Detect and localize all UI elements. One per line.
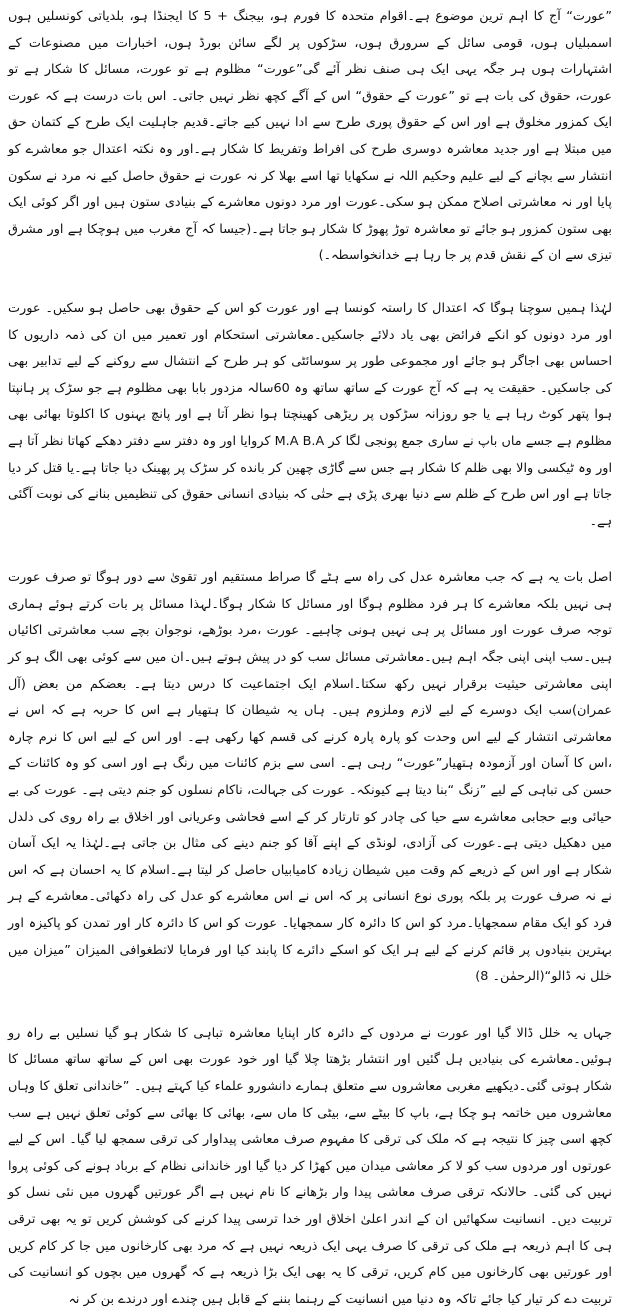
article-page: [0, 4, 620, 1307]
paragraph-2: لہٰذا ہمیں سوچنا ہوگا کہ اعتدال کا راستہ کونسا ہے اور عورت کو اس کے حقوق بھی حاصل ہو سکیں۔ عورت اور مرد دونوں کو انکے فرائض بھی یاد دلائے جاسکیں۔معاشرتی استحکام اور تعمیر میں ان کی ذمہ داریوں کا احساس بھی اجاگر ہو جائے اور مجموعی طور پر سوسائٹی کو ہر طرح کے انتشال سے روکنے کے لیے تدابیر بھی کی جاسکیں۔ حقیقت یہ ہے کہ آج عورت کے ساتھ ساتھ وہ 60سالہ مزدور بابا بھی مظلوم ہے جو سڑک پر ہانپتا ہوا پتھر کوٹ رہا ہے یا جو روزانہ سڑکوں پر ریڑھی کھینچتا ہوا نظر آتا ہے اور پانچ بہنوں کا اکلوتا بھائی بھی مظلوم ہے جسے ماں باپ نے ساری جمع پونجی لگا کر M.A B.A کروایا اور وہ دفتر سے دفتر دھکے کھاتا نظر آتا ہے اور وہ ٹیکسی والا بھی ظلم کا شکار ہے جس سے گاڑی چھین کر بانده کر سڑک پر پھینک دیا جاتا ہے۔یا قتل کر دیا جاتا ہے اور اس طرح کے ظلم سے دنیا بھری پڑی ہے حتٰی کہ بنیادی انسانی حقوق کی تنظیمیں بنانے کی نوبت آگئی ہے۔: [8, 300, 612, 529]
paragraph-1: ”عورت“ آج کا اہم ترین موضوع ہے۔اقوام متحدہ کا فورم ہو، بیجنگ + 5 کا ایجنڈا ہو، بلدیاتی کونسلیں ہوں اسمبلیاں ہوں، قومی سائل کے سرورق ہوں، سڑکوں پر لگے سائن بورڈ ہوں، اخبارات میں مصنوعات کے اشتہارات ہوں ہر جگہ یہی ایک ہی صنف نظر آئے گی”عورت“ مظلوم ہے تو عورت، مسائل کا شکار ہے تو عورت، حقوق کی بات ہے تو ”عورت کے حقوق“ اس کے آگے کچھ نظر نہیں جاتی۔ اس بات درست ہے کہ عورت ایک کمزور مخلوق ہے اور اس کے حقوق پوری طرح سے ادا نہیں کیے جاتے۔قدیم جاہلیت ایک طرح کے کتمان حق میں مبتلا ہے اور جدید معاشرہ دوسری طرح کی افراط وتفریط کا شکار ہے۔اور وہ نکتہ اعتدال جو معاشرے کو انتشار سے بچانے کے لیے علیم وحکیم اللہ نے سکھایا تھا اسے بھلا کر نہ عورت نے حقوق حاصل کیے نہ مرد نے سکون پایا اور نہ معاشرتی اصلاح ممکن ہو سکی۔عورت اور مرد دونوں معاشرے کے بنیادی ستون ہیں اور اگر کوئی ایک بھی ستون کمزور ہو جائے تو معاشرہ توڑ پھوڑ کا شکار ہو جاتا ہے۔(جیسا کہ آج مغرب میں ہوچکا ہے اور مشرق تیزی سے ان کے نقش قدم پر جا رہا ہے خدانخواسطہ۔): [8, 9, 612, 264]
paragraph-3: اصل بات یہ ہے کہ جب معاشرہ عدل کی راہ سے ہٹے گا صراط مستقیم اور تقویٰ سے دور ہوگا تو صرف عورت ہی نہیں بلکہ معاشرے کا ہر فرد مظلوم ہوگا اور مسائل کا شکار ہوگا۔لہذا مسائل پر بات کرتے ہوئے ہماری توجہ صرف عورت اور مسائل پر ہی نہیں ہونی چاہیے۔ عورت ،مرد بوڑھے، نوجوان بچے سب معاشرتی اکائیاں ہیں۔سب اپنی اپنی جگہ اہم ہیں۔معاشرتی مسائل سب کو در پیش ہوتے ہیں۔ان میں سے کوئی بھی الگ ہو کر اپنی معاشرتی حیثیت برقرار نہیں رکھ سکتا۔اسلام ایک اجتماعیت کا درس دیتا ہے۔ بعضکم من بعض (آل عمران)سب ایک دوسرے کے لیے لازم وملزوم ہیں۔ ہاں یہ شیطان کا ہتھیار ہے اس کا حربہ ہے کہ اس نے معاشرتی انتشار کے لیے اس وحدت کو پارہ پارہ کرنے کی قسم کھا رکھی ہے۔ اور اس کے لیے اس کا نرم چارہ ،اس کا آسان اور آزمودہ ہتھیار”عورت“ رہی ہے۔ اسی سے بزم کائنات میں رنگ ہے اور اسی کو وہ کائنات کے حسن کی تباہی کے لیے ”زنگ “بنا دیتا ہے کیونکہ۔ عورت کی جہالت، ناکام نسلوں کو جنم دیتی ہے۔ عورت کی بے حیائی وبے حجابی معاشرے سے حیا کی چادر کو تارتار کر کے اسے فحاشی وعریانی اور اخلاق بے راہ روی کی دلدل میں دھکیل دیتی ہے۔عورت کی آزادی، لونڈی کے اپنے آقا کو جنم دینے کی مثال بن جاتی ہے۔لہٰذا یہ ایک آسان شکار ہے اور اس کے ذریعے کم وقت میں شیطان زیادہ کامیابیاں حاصل کر لیتا ہے۔اسلام کا یہ احسان ہے کہ اس نے نہ صرف عورت پر بلکہ پوری نوع انسانی پر کہ اس نے اس معاشرے کو عدل کی راہ دکھائی۔معاشرے کے ہر فرد کو ایک مقام سمجھایا۔مرد کو اس کا دائرہ کار سمجھایا۔ عورت کو اس کا دائرہ کار اور تمدن کو پاکیزہ اور بہترین بنیادوں پر قائم کرنے کے لیے ہر ایک کو اسکے دائرے کا پابند کیا اور فرمایا لاتطغوافی المیزان ”میزان میں خلل نہ ڈالو“(الرحمٰن۔ 8): [8, 570, 612, 985]
paragraph-4: جہاں یہ خلل ڈالا گیا اور عورت نے مردوں کے دائرہ کار اپنایا معاشرہ تباہی کا شکار ہو گیا نسلیں بے راہ رو ہوئیں۔معاشرے کی بنیادیں ہل گئیں اور انتشار بڑھتا چلا گیا اور خود عورت بھی اس کے ساتھ ساتھ مسائل کا شکار ہوتی گئی۔دیکھیے مغربی معاشروں سے متعلق ہمارے دانشورو علماء کیا کہتے ہیں۔ ”خاندانی تعلق کا وہاں معاشروں میں خاتمہ ہو چکا ہے، باپ کا بیٹے سے، بیٹی کا ماں سے، بھائی کا بھائی سے کوئی تعلق نہیں ہے سب کچھ اسی چیز کا نتیجہ ہے کہ ملک کی ترقی کا مفہوم صرف معاشی پیداوار کی ترقی سمجھ لیا گیا۔ اس کے لیے عورتوں اور مردوں سب کو لا کر معاشی میدان میں کھڑا کر دیا گیا اور خاندانی نظام کے برباد ہونے کی کوئی پروا نہیں کی گئی۔ حالانکہ ترقی صرف معاشی پیدا وار بڑھانے کا نام نہیں ہے اگر عورتیں گھروں میں نئی نسل کو تربیت دیں۔ انسانیت سکھائیں ان کے اندر اعلیٰ اخلاق اور خدا ترسی پیدا کرنے کی کوشش کریں تو یہ بھی ترقی ہی کا اہم ذریعہ ہے ملک کی ترقی کا صرف یہی ایک ذریعہ نہیں ہے کہ مرد بھی کارخانوں میں جا کر کام کریں اور عورتیں بھی کارخانوں میں کام کریں، ترقی کا یہ بھی ایک بڑا ذریعہ ہے کہ گھروں میں بچوں کو انسانیت کی تربیت دے کر تیار کیا جائے تاکہ وہ دنیا میں انسانیت کے رہنما بننے کے قابل ہیں چندے اور درندے بن کر نہ: [8, 1025, 612, 1307]
